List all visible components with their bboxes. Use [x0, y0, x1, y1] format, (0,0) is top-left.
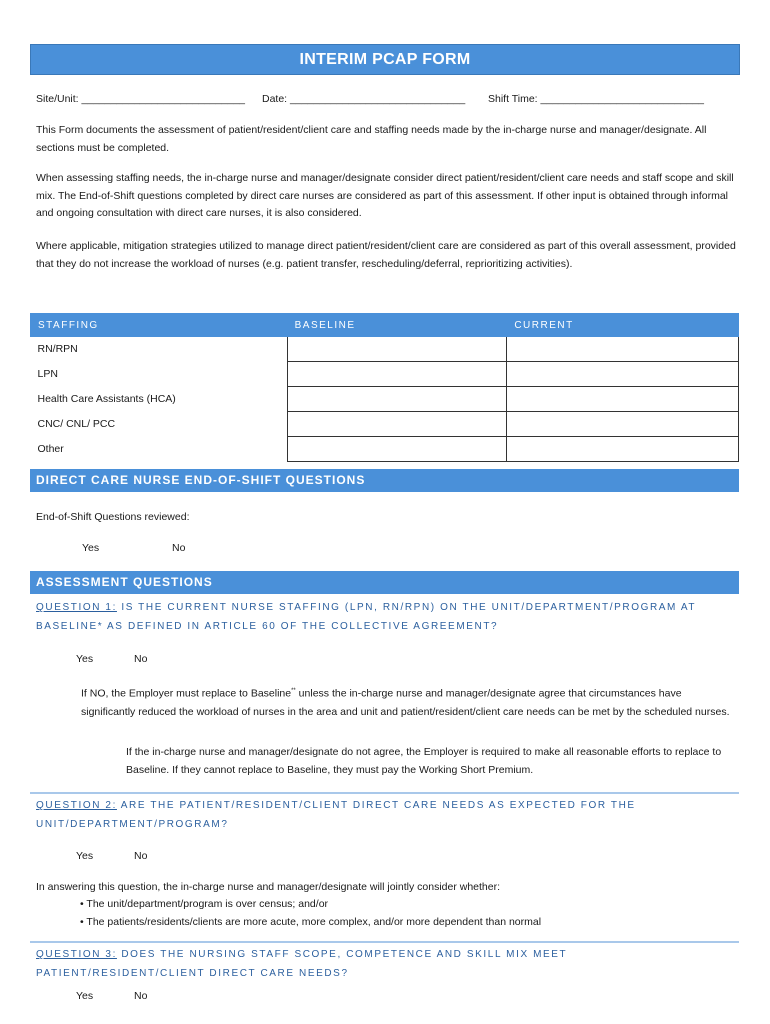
- table-row: [31, 362, 739, 387]
- current-cell[interactable]: [507, 337, 739, 362]
- current-cell[interactable]: [507, 412, 739, 437]
- intro-paragraph-1: This Form documents the assessment of patient/resident/client care and staffing needs made by the in-charge nurse and manager/designate. All sections must be completed.: [36, 124, 707, 154]
- table-row: [31, 337, 739, 362]
- question-3-yes-option[interactable]: Yes: [76, 990, 94, 1002]
- table-row: [31, 387, 739, 412]
- staffing-header: STAFFING: [31, 314, 288, 337]
- question-2-bullet-list: [80, 896, 541, 931]
- table-row: [31, 412, 739, 437]
- question-1-note-footnote-mark: **: [291, 688, 296, 694]
- question-2: [36, 796, 736, 834]
- end-of-shift-yes-option[interactable]: Yes: [82, 542, 100, 554]
- staffing-table-header: [31, 314, 739, 337]
- row-label: LPN: [31, 362, 288, 387]
- site-unit-field[interactable]: Site/Unit: ____________________________: [36, 93, 246, 105]
- shift-time-field[interactable]: Shift Time: ____________________________: [488, 93, 705, 105]
- intro-paragraph-3: Where applicable, mitigation strategies utilized to manage direct patient/resident/client care are considered as part of this overall assessment, provided that they do not increase the workload of nurses (e.g. patient transfer, rescheduling/deferral, reprioritizing activities).: [36, 240, 736, 270]
- question-3: [36, 945, 736, 983]
- end-of-shift-no-option[interactable]: No: [172, 542, 186, 554]
- question-1-note-2: If the in-charge nurse and manager/designate do not agree, the Employer is required to make all reasonable efforts to replace to Baseline. If they cannot replace to Baseline, they must pay the Working Short Premium.: [126, 746, 722, 776]
- baseline-cell[interactable]: [287, 387, 507, 412]
- baseline-cell[interactable]: [287, 362, 507, 387]
- question-2-no-option[interactable]: No: [134, 850, 148, 862]
- row-label: CNC/ CNL/ PCC: [31, 412, 288, 437]
- baseline-cell[interactable]: [287, 412, 507, 437]
- divider: [30, 941, 739, 943]
- list-item: • The unit/department/program is over census; and/or: [80, 896, 541, 914]
- table-row: [31, 437, 739, 462]
- question-2-text: ARE THE PATIENT/RESIDENT/CLIENT DIRECT CARE NEEDS AS EXPECTED FOR THE UNIT/DEPARTMENT/PROGRAM?: [36, 800, 636, 830]
- question-3-no-option[interactable]: No: [134, 990, 148, 1002]
- question-1-note: [81, 682, 736, 721]
- question-1-number: QUESTION 1:: [36, 602, 117, 613]
- current-cell[interactable]: [507, 437, 739, 462]
- baseline-cell[interactable]: [287, 337, 507, 362]
- question-1-note-end: unless the in-charge nurse and manager/designate agree that circumstances have significantly reduced the workload of nurses in the area and unit and patient/resident/client care needs can be met by the scheduled nurses.: [81, 687, 730, 718]
- question-2-number: QUESTION 2:: [36, 800, 117, 811]
- date-field[interactable]: Date: ______________________________: [262, 93, 466, 105]
- question-1-note-start: If NO, the Employer must replace to Baseline: [81, 687, 292, 700]
- question-3-number: QUESTION 3:: [36, 949, 117, 960]
- intro-paragraph-2: When assessing staffing needs, the in-charge nurse and manager/designate consider direct patient/resident/client care needs and staff scope and skill mix. The End-of-Shift questions completed by direct care nurses are considered as part of this assessment. If other input is obtained through informal and ongoing consultation with direct care nurses, it is also considered.: [36, 172, 734, 219]
- row-label: Health Care Assistants (HCA): [31, 387, 288, 412]
- question-1: [36, 598, 736, 636]
- end-of-shift-heading: DIRECT CARE NURSE END-OF-SHIFT QUESTIONS: [30, 469, 739, 492]
- question-3-text: DOES THE NURSING STAFF SCOPE, COMPETENCE AND SKILL MIX MEET PATIENT/RESIDENT/CLIENT DIRECT CARE NEEDS?: [36, 949, 568, 979]
- row-label: Other: [31, 437, 288, 462]
- question-1-no-option[interactable]: No: [134, 653, 148, 665]
- question-2-consider-text: In answering this question, the in-charge nurse and manager/designate will jointly consider whether:: [36, 881, 501, 893]
- list-item: • The patients/residents/clients are more acute, more complex, and/or more dependent than normal: [80, 914, 541, 932]
- staffing-table: [30, 313, 739, 462]
- question-2-yes-option[interactable]: Yes: [76, 850, 94, 862]
- baseline-cell[interactable]: [287, 437, 507, 462]
- row-label: RN/RPN: [31, 337, 288, 362]
- end-of-shift-reviewed-label: End-of-Shift Questions reviewed:: [36, 511, 190, 523]
- current-cell[interactable]: [507, 387, 739, 412]
- assessment-heading: ASSESSMENT QUESTIONS: [30, 571, 739, 594]
- current-cell[interactable]: [507, 362, 739, 387]
- question-1-yes-option[interactable]: Yes: [76, 653, 94, 665]
- current-header: CURRENT: [507, 314, 739, 337]
- baseline-header: BASELINE: [287, 314, 507, 337]
- question-1-text: IS THE CURRENT NURSE STAFFING (LPN, RN/RPN) ON THE UNIT/DEPARTMENT/PROGRAM AT BASELINE* AS DEFINED IN ARTICLE 60 OF THE COLLECTIVE AGREEMENT?: [36, 602, 696, 632]
- divider: [30, 792, 739, 794]
- form-title: INTERIM PCAP FORM: [30, 44, 740, 75]
